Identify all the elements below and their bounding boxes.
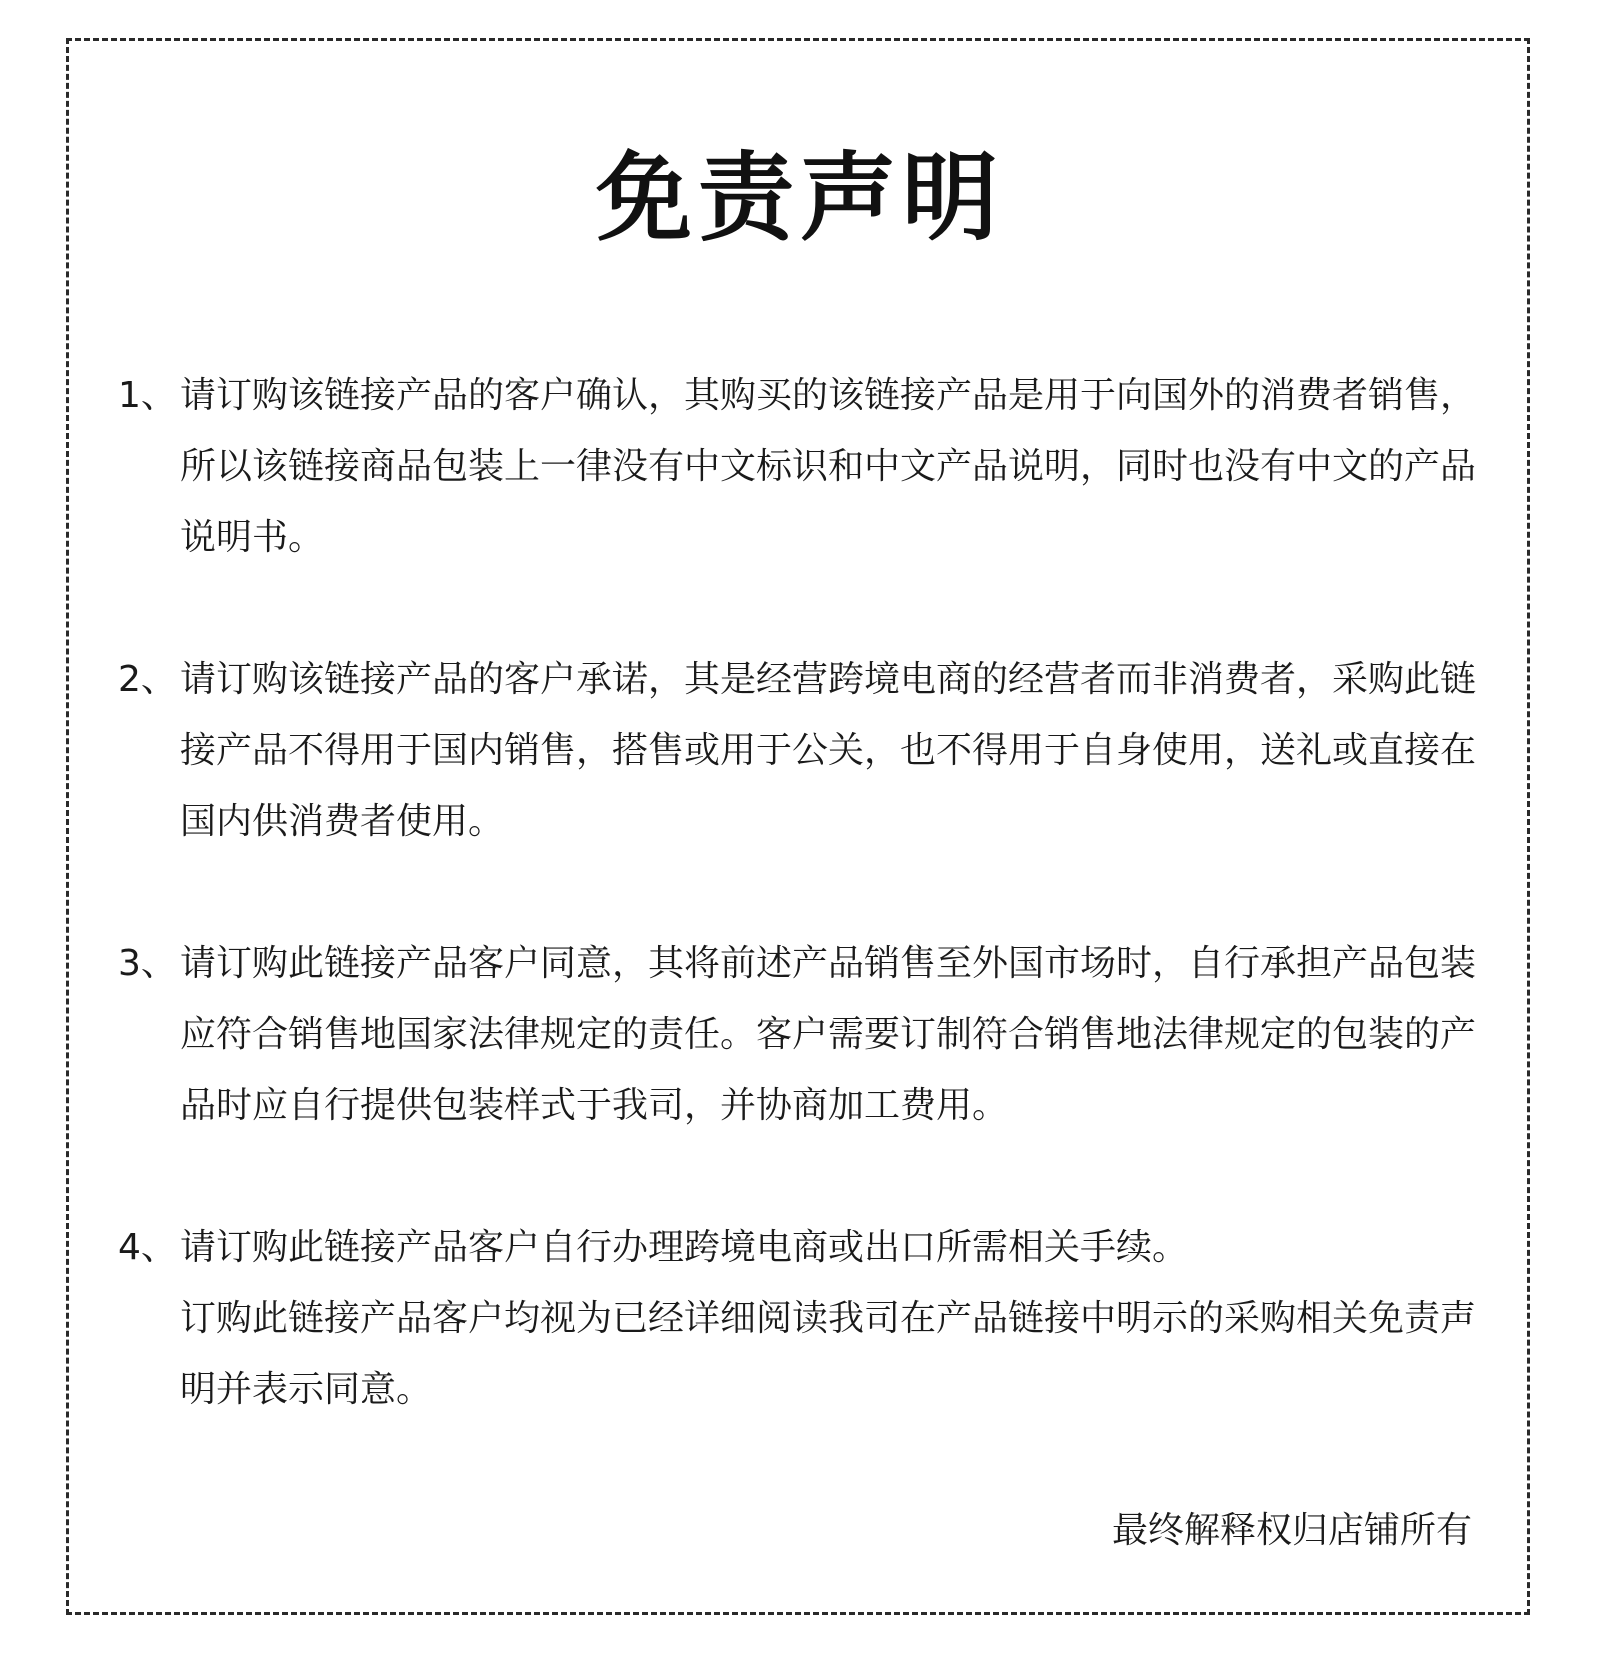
clause-text: 请订购此链接产品客户同意，其将前述产品销售至外国市场时，自行承担产品包装应符合销售地国家法律规定的责任。客户需要订制符合销售地法律规定的包装的产品时应自行提供包装样式于我司，并协商加工费用。 [180, 943, 1477, 1126]
clause-number: 4、 [118, 1227, 177, 1268]
clause-2 [118, 644, 1488, 857]
clause-subtext: 订购此链接产品客户均视为已经详细阅读我司在产品链接中明示的采购相关免责声明并表示同意。 [180, 1298, 1477, 1410]
clause-number: 3、 [118, 943, 177, 984]
clause-4 [118, 1212, 1488, 1425]
clause-text: 请订购此链接产品客户自行办理跨境电商或出口所需相关手续。 [180, 1227, 1189, 1268]
clause-text: 请订购该链接产品的客户承诺，其是经营跨境电商的经营者而非消费者，采购此链接产品不得用于国内销售，搭售或用于公关，也不得用于自身使用，送礼或直接在国内供消费者使用。 [180, 659, 1477, 842]
clause-text: 请订购该链接产品的客户确认，其购买的该链接产品是用于向国外的消费者销售，所以该链接商品包装上一律没有中文标识和中文产品说明，同时也没有中文的产品说明书。 [180, 375, 1477, 558]
clause-number: 1、 [118, 375, 177, 416]
footer-note: 最终解释权归店铺所有 [1111, 1510, 1472, 1551]
clause-1 [118, 360, 1488, 573]
clause-list [118, 360, 1488, 1496]
clause-3 [118, 928, 1488, 1141]
clause-number: 2、 [118, 659, 177, 700]
page-title: 免责声明 [596, 142, 1004, 254]
